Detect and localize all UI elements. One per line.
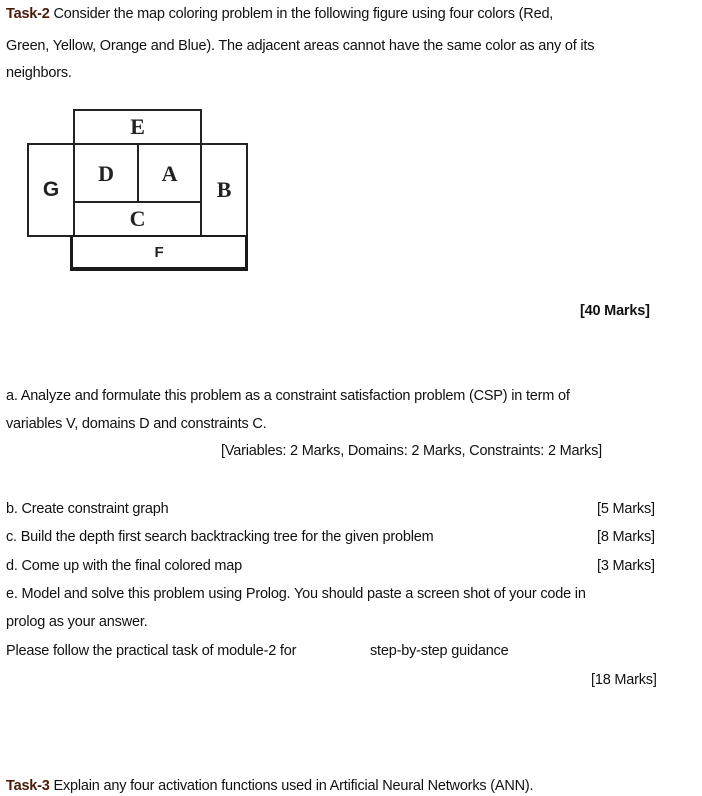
part-b-text: b. Create constraint graph	[6, 501, 169, 517]
part-d-marks: [3 Marks]	[597, 558, 655, 574]
task3-text: Explain any four activation functions used in Artificial Neural Networks (ANN).	[53, 778, 534, 794]
part-e-line1: e. Model and solve this problem using Prolog. You should paste a screen shot of your code in	[6, 586, 586, 602]
part-a-marks: [Variables: 2 Marks, Domains: 2 Marks, Constraints: 2 Marks]	[221, 443, 602, 459]
part-e-line2: prolog as your answer.	[6, 614, 148, 630]
task2-line3: neighbors.	[6, 65, 72, 81]
region-g: G	[27, 143, 75, 237]
part-e-guidance-2: step-by-step guidance	[370, 643, 509, 659]
part-e-marks: [18 Marks]	[591, 672, 657, 688]
part-b-marks: [5 Marks]	[597, 501, 655, 517]
part-a-line2: variables V, domains D and constraints C.	[6, 416, 267, 432]
total-marks: [40 Marks]	[580, 303, 650, 319]
task2-label: Task-2	[6, 6, 50, 22]
region-b: B	[200, 143, 248, 237]
part-a-line1: a. Analyze and formulate this problem as a constraint satisfaction problem (CSP) in term of	[6, 388, 570, 404]
part-e-guidance: Please follow the practical task of module-2 for	[6, 643, 297, 659]
part-c-text: c. Build the depth first search backtracking tree for the given problem	[6, 529, 434, 545]
task3-line	[6, 777, 533, 795]
region-e: E	[73, 109, 202, 145]
task3-label: Task-3	[6, 778, 50, 794]
task2-line2: Green, Yellow, Orange and Blue). The adjacent areas cannot have the same color as any of its	[6, 38, 595, 54]
part-d-text: d. Come up with the final colored map	[6, 558, 243, 574]
part-c-marks: [8 Marks]	[597, 529, 655, 545]
region-a: A	[137, 143, 202, 203]
region-f: F	[70, 235, 248, 271]
region-c: C	[73, 201, 202, 237]
task2-line1	[6, 5, 553, 23]
region-d: D	[73, 143, 139, 203]
task2-text: Consider the map coloring problem in the following figure using four colors (Red,	[53, 6, 554, 22]
